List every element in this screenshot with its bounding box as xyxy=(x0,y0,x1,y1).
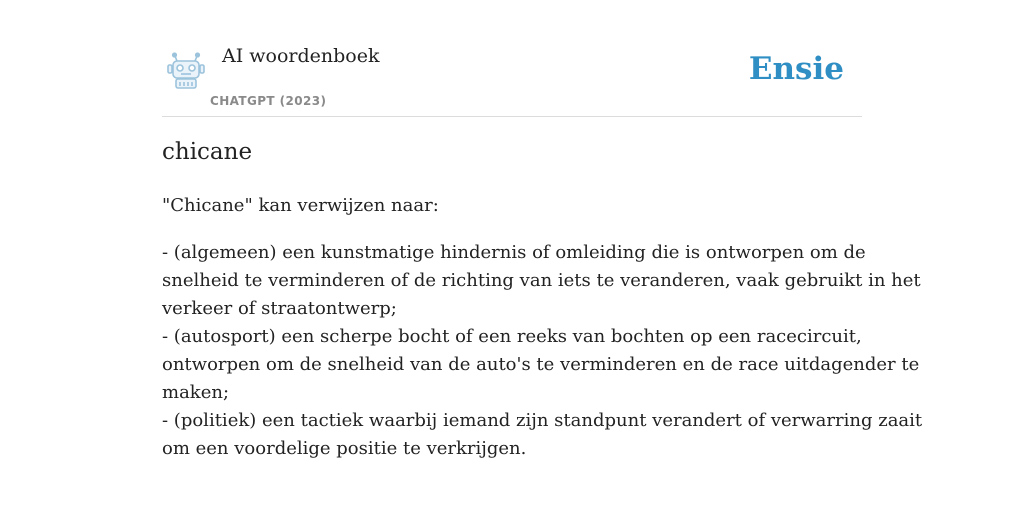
definition-line: verkeer of straatontwerp; xyxy=(162,298,397,319)
source-title[interactable]: AI woordenboek xyxy=(222,45,380,67)
definition-line: - (politiek) een tactiek waarbij iemand zijn standpunt verandert of verwarring zaait xyxy=(162,410,923,431)
definition-line: om een voordelige positie te verkrijgen. xyxy=(162,438,527,459)
source-meta: CHATGPT (2023) xyxy=(210,94,327,108)
entry-term: chicane xyxy=(162,139,253,165)
definition-line: - (algemeen) een kunstmatige hindernis of omleiding die is ontworpen om de xyxy=(162,242,866,263)
definition-intro: "Chicane" kan verwijzen naar: xyxy=(162,195,439,216)
definition-line: ontworpen om de snelheid van de auto's te verminderen en de race uitdagender te xyxy=(162,354,920,375)
source-header xyxy=(162,40,862,117)
definition-body xyxy=(162,239,923,463)
definition-line: - (autosport) een scherpe bocht of een reeks van bochten op een racecircuit, xyxy=(162,326,862,347)
brand-logo[interactable]: Ensie xyxy=(748,51,844,87)
definition-line: maken; xyxy=(162,382,230,403)
entry-definition xyxy=(162,192,923,463)
definition-line: snelheid te verminderen of de richting van iets te veranderen, vaak gebruikt in het xyxy=(162,270,921,291)
robot-icon xyxy=(166,52,206,90)
